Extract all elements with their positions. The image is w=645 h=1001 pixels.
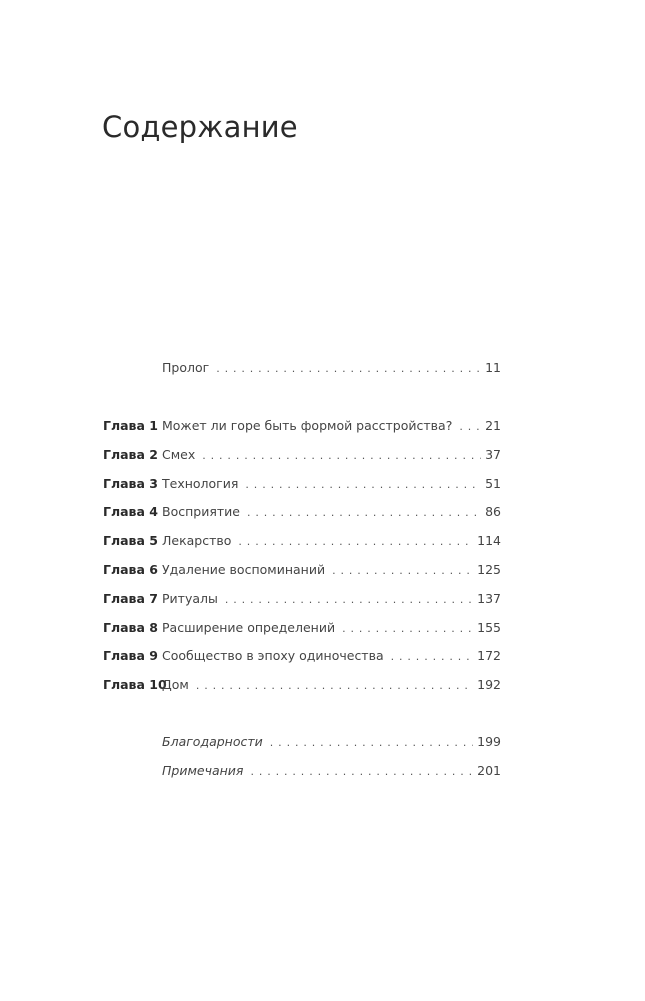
toc-entry-chapter[interactable]	[103, 533, 501, 551]
chapter-label: Глава 6	[103, 562, 158, 577]
toc-entry-name: Примечания	[162, 762, 244, 778]
toc-entry-name: Технология	[162, 475, 239, 491]
chapter-label: Глава 10	[103, 677, 167, 693]
dot-leader	[202, 449, 481, 462]
toc-page-number: 199	[477, 734, 501, 749]
toc-entry-chapter[interactable]	[103, 476, 501, 494]
toc-entry-name: Пролог	[162, 360, 210, 375]
dot-leader	[196, 679, 473, 692]
dot-leader	[250, 765, 473, 778]
toc-entry-back-matter[interactable]	[103, 734, 501, 752]
toc-entry-name: Дом	[162, 677, 189, 693]
toc-page-number: 172	[477, 648, 501, 664]
dot-leader	[216, 362, 481, 375]
chapter-label: Глава 3	[103, 475, 158, 491]
toc-entry-name: Расширение определений	[162, 619, 336, 635]
toc-page-number: 37	[485, 446, 501, 462]
toc-entry-chapter[interactable]	[103, 418, 501, 436]
chapter-label: Глава 7	[103, 590, 158, 606]
toc-entry-name: Лекарство	[162, 533, 232, 549]
toc-page-number: 137	[477, 590, 501, 606]
dot-leader	[270, 736, 473, 749]
toc-page-number: 21	[485, 418, 501, 433]
page-title: Содержание	[102, 110, 298, 144]
dot-leader	[459, 420, 481, 433]
toc-page-number: 125	[477, 562, 501, 577]
toc-page-number: 201	[477, 762, 501, 778]
chapter-label: Глава 4	[103, 504, 158, 520]
toc-entry-chapter[interactable]	[103, 504, 501, 522]
toc-entry-name: Восприятие	[162, 504, 240, 520]
toc-entry-back-matter[interactable]	[103, 763, 501, 781]
toc-entry-chapter[interactable]	[103, 447, 501, 465]
toc-entry-chapter[interactable]	[103, 677, 501, 695]
toc-page-number: 114	[477, 533, 501, 549]
dot-leader	[391, 650, 474, 663]
toc-entry-name: Удаление воспоминаний	[162, 562, 326, 577]
toc-page-number: 192	[477, 677, 501, 693]
toc-entry-prologue[interactable]	[103, 360, 501, 378]
chapter-label: Глава 8	[103, 619, 158, 635]
toc-entry-name: Смех	[162, 446, 196, 462]
toc-page-number: 51	[485, 475, 501, 491]
dot-leader	[342, 622, 473, 635]
chapter-label: Глава 2	[103, 446, 158, 462]
chapter-label: Глава 1	[103, 418, 158, 433]
toc-entry-name: Сообщество в эпоху одиночества	[162, 648, 384, 664]
toc-entry-chapter[interactable]	[103, 562, 501, 580]
chapter-label: Глава 5	[103, 533, 158, 549]
toc-entry-name: Может ли горе быть формой расстройства?	[162, 418, 453, 433]
chapter-label: Глава 9	[103, 648, 158, 664]
toc-entry-name: Благодарности	[162, 734, 263, 749]
toc-entry-chapter[interactable]	[103, 648, 501, 666]
toc-entry-chapter[interactable]	[103, 620, 501, 638]
toc-entry-name: Ритуалы	[162, 590, 218, 606]
dot-leader	[247, 506, 481, 519]
toc-entry-chapter[interactable]	[103, 591, 501, 609]
toc-page-number: 155	[477, 619, 501, 635]
toc-page-number: 86	[485, 504, 501, 520]
dot-leader	[225, 593, 473, 606]
dot-leader	[238, 535, 473, 548]
dot-leader	[245, 478, 481, 491]
toc-page-number: 11	[485, 360, 501, 375]
dot-leader	[332, 564, 473, 577]
